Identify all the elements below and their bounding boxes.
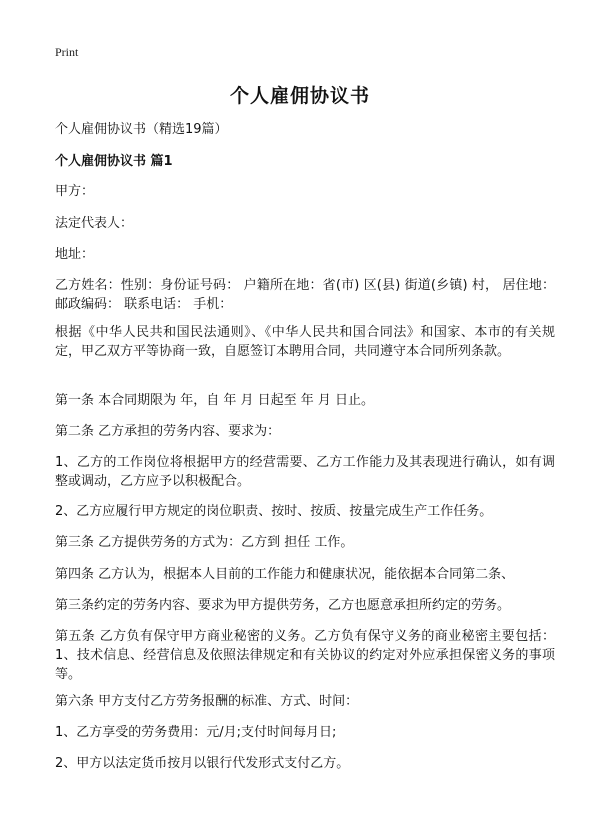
- paragraph-party-a: 甲方：: [55, 184, 95, 199]
- paragraph-address: 地址：: [55, 247, 95, 262]
- paragraph-article-4: 第四条 乙方认为，根据本人目前的工作能力和健康状况，能依据本合同第二条、: [55, 567, 515, 582]
- paragraph-legal-basis: 根据《中华人民共和国民法通则》、《中华人民共和国合同法》和国家、本市的有关规定，甲乙双方平等协商一致，自愿签订本聘用合同，共同遵守本合同所列条款。: [55, 325, 555, 359]
- paragraph-article-5: 第五条 乙方负有保守甲方商业秘密的义务。乙方负有保守义务的商业秘密主要包括：1、技术信息、经营信息及依照法律规定和有关协议的约定对外应承担保密义务的事项等。: [55, 629, 555, 682]
- paragraph-party-b-info: 乙方姓名：性别：身份证号码： 户籍所在地：省(市) 区(县) 街道(乡镇) 村， 居住地： 邮政编码： 联系电话： 手机：: [55, 278, 555, 312]
- document-title: 个人雇佣协议书: [229, 85, 370, 107]
- print-label: Print: [55, 45, 79, 59]
- paragraph-article-2: 第二条 乙方承担的劳务内容、要求为：: [55, 424, 281, 439]
- document-subtitle: 个人雇佣协议书（精选19篇）: [55, 122, 228, 137]
- paragraph-article-6: 第六条 甲方支付乙方劳务报酬的标准、方式、时间：: [55, 694, 359, 709]
- paragraph-legal-representative: 法定代表人：: [55, 216, 134, 231]
- paragraph-article-6-item-2: 2、甲方以法定货币按月以银行代发形式支付乙方。: [55, 756, 350, 771]
- paragraph-article-1: 第一条 本合同期限为 年，自 年 月 日起至 年 月 日止。: [55, 393, 375, 408]
- paragraph-article-3: 第三条 乙方提供劳务的方式为：乙方到 担任 工作。: [55, 535, 354, 550]
- paragraph-article-2-item-1: 1、乙方的工作岗位将根据甲方的经营需要、乙方工作能力及其表现进行确认，如有调整或调动，乙方应予以积极配合。: [55, 455, 555, 489]
- section-heading: 个人雇佣协议书 篇1: [55, 154, 173, 169]
- paragraph-article-4-continued: 第三条约定的劳务内容、要求为甲方提供劳务，乙方也愿意承担所约定的劳务。: [55, 598, 511, 613]
- paragraph-article-2-item-2: 2、乙方应履行甲方规定的岗位职责、按时、按质、按量完成生产工作任务。: [55, 504, 493, 519]
- paragraph-article-6-item-1: 1、乙方享受的劳务费用：元/月;支付时间每月日;: [55, 725, 337, 740]
